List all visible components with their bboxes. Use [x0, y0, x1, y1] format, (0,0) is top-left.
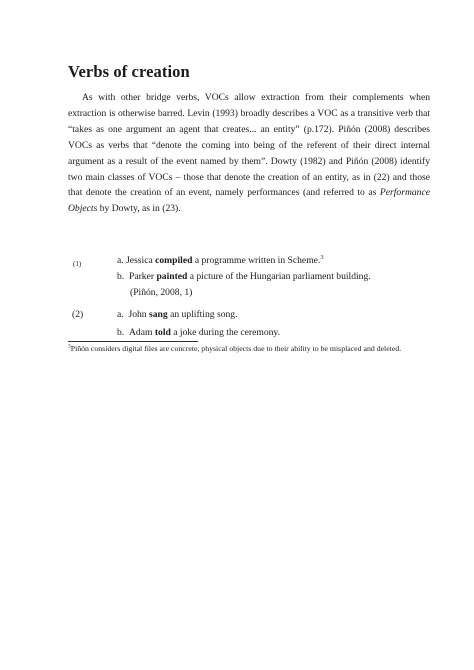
example-item-post: a joke during the ceremony.	[170, 327, 280, 338]
example-citation-text: (Piñón, 2008, 1)	[130, 287, 193, 298]
footnote-reference: 3	[320, 253, 324, 261]
example-item-post: an uplifting song.	[167, 309, 238, 320]
example-item	[117, 270, 435, 284]
example-item	[117, 326, 280, 340]
example-number: (2)	[72, 309, 84, 320]
footnote	[68, 343, 430, 354]
example-item-post: a programme written in Scheme.	[192, 255, 321, 266]
example-item-pre: Adam	[129, 327, 155, 338]
footnote-text: Piñón considers digital files are concrete, physical objects due to their ability to be misplaced and deleted.	[70, 344, 402, 353]
paragraph-text: As with other bridge verbs, VOCs allow extraction from their complements when extraction is otherwise barred. Levin (1993) broadly describes a VOC as a transitive verb that “takes as one argument an agent that creates... an entity” (p.172). Piñón (2008) describes VOCs as verbs that “denote the coming into being of the referent of their direct internal argument as a result of the event named by them”. Dowty (1982) and Piñón (2008) identify two main classes of VOCs – those that denote the creation of an entity, as in (22) and those that denote the creation of an event, namely performances (and referred to as	[68, 92, 430, 199]
example-item-pre: John	[128, 309, 149, 320]
example-item	[117, 308, 238, 322]
example-number: (1)	[73, 260, 82, 268]
example-item-post: a picture of the Hungarian parliament building.	[187, 271, 371, 282]
example-item-verb: told	[154, 327, 171, 338]
example-citation-line	[130, 286, 430, 300]
section-title: Verbs of creation	[68, 62, 190, 81]
example-item-verb: painted	[156, 271, 188, 282]
footnote-divider	[68, 341, 198, 342]
example-item-verb: compiled	[155, 255, 193, 266]
example-item	[117, 254, 324, 268]
example-item-verb: sang	[149, 309, 168, 320]
paragraph-text-end: by Dowty, as in (23).	[97, 203, 181, 215]
example-item-pre: Parker	[129, 271, 157, 282]
example-item-letter: b.	[117, 271, 125, 282]
footnote-number: 3	[68, 343, 71, 350]
example-item-letter: a.	[117, 309, 124, 320]
example-item-letter: a.	[117, 255, 124, 266]
paragraph-italic-term: Performance Objects	[68, 187, 430, 215]
body-paragraph	[68, 90, 430, 217]
example-item-pre: Jessica	[126, 255, 156, 266]
example-item-letter: b.	[117, 327, 125, 338]
